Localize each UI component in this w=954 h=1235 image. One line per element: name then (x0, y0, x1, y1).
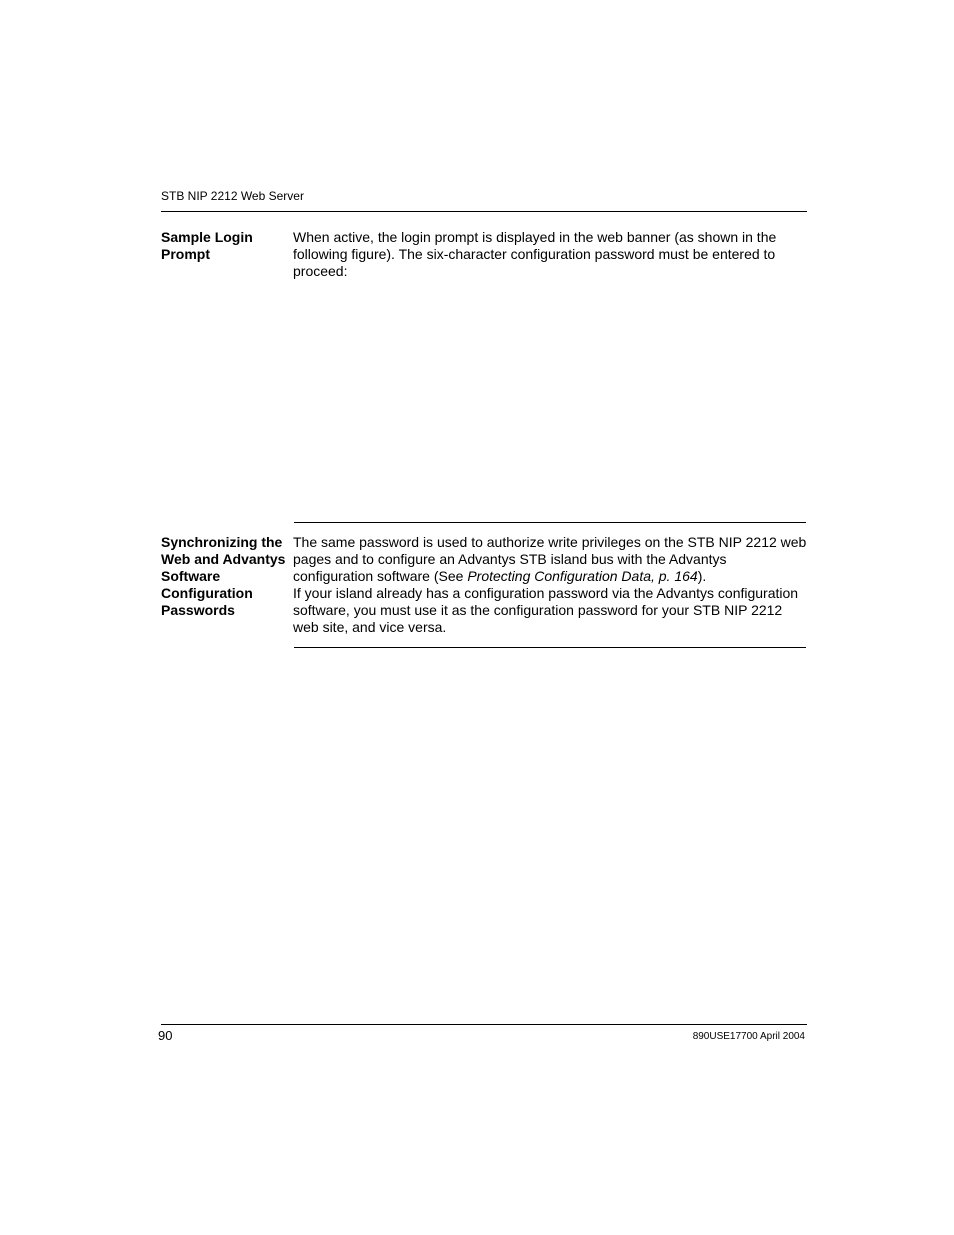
section-top-rule (294, 522, 806, 523)
running-header: STB NIP 2212 Web Server (161, 189, 304, 203)
paragraph (293, 534, 808, 585)
section-heading-synchronizing-passwords: Synchronizing the Web and Advantys Software Configuration Passwords (161, 534, 286, 618)
header-rule (161, 211, 807, 212)
page-number: 90 (158, 1028, 173, 1043)
paragraph: If your island already has a configuration password via the Advantys configuration software, you must use it as the configuration password for your STB NIP 2212 web site, and vice versa. (293, 585, 799, 635)
document-id: 890USE17700 April 2004 (692, 1031, 805, 1042)
section-heading-sample-login-prompt: Sample Login Prompt (161, 229, 253, 262)
paragraph-text: The same password is used to authorize write privileges on the STB NIP 2212 web pages and to configure an Advantys STB island bus with the Advantys configuration software (See (293, 534, 807, 584)
figure-placeholder (293, 290, 806, 510)
footer-rule (161, 1024, 807, 1025)
paragraph-text: ). (697, 568, 707, 584)
section-body-synchronizing-passwords (293, 534, 808, 636)
paragraph: When active, the login prompt is displayed in the web banner (as shown in the following figure). The six-character configuration password must be entered to proceed: (293, 229, 777, 279)
section-bottom-rule (294, 647, 806, 648)
section-body-sample-login-prompt (293, 229, 808, 280)
cross-reference-link[interactable]: Protecting Configuration Data, p. 164 (467, 568, 698, 584)
